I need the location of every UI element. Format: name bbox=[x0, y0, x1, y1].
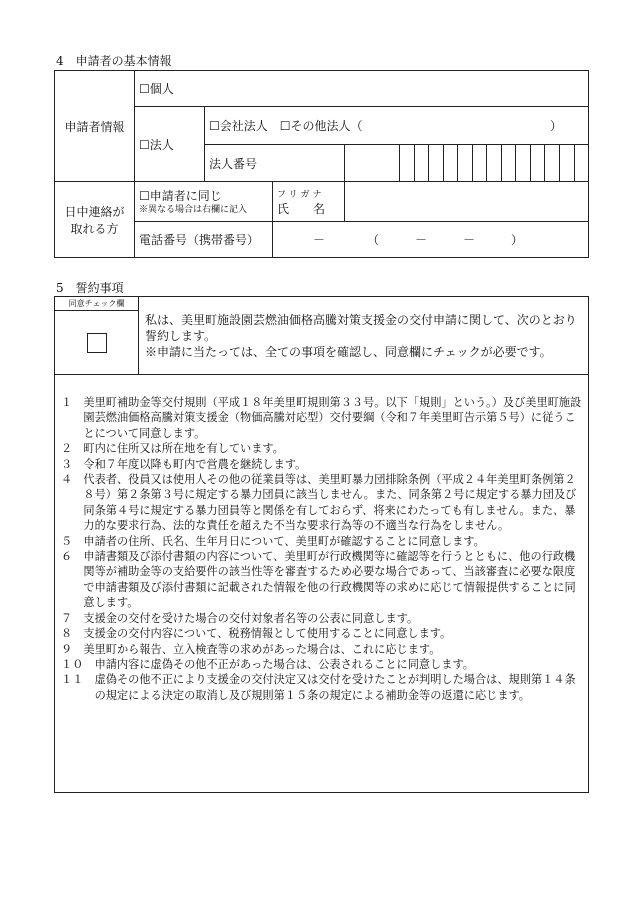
pledge-item bbox=[61, 472, 582, 534]
pledge-item-number: ３ bbox=[61, 457, 84, 471]
pledge-item bbox=[61, 672, 582, 703]
pledge-item-number: ２ bbox=[61, 442, 84, 456]
pledge-item-text: 美里町から報告、立入検査等の求めがあった場合は、これに応じます。 bbox=[83, 642, 441, 656]
pledge-item-number: ５ bbox=[61, 534, 84, 548]
pledge-item-text: 代表者、役員又は使用人その他の従業員等は、美里町暴力団排除条例（平成２４年美里町条例第２８号）第２条第３号に規定する暴力団員に該当しません。また、同条第２号に規定する暴力団及び同条第４号に規定する暴力団員等と関係を有しておらず、将来にわたっても有しません。また、暴力的な要求行為、法的な責任を超えた不当な要求行為等の不適当な行為をしません。 bbox=[83, 473, 577, 533]
same-as-applicant-cell[interactable] bbox=[135, 182, 273, 222]
pledge-items bbox=[55, 375, 589, 793]
consent-checkbox[interactable] bbox=[87, 333, 107, 353]
section5-title: 5 誓約事項 bbox=[56, 281, 124, 295]
pledge-item-number: １１ bbox=[61, 673, 95, 687]
pledge-item-number: １ bbox=[61, 396, 84, 409]
company-type-row[interactable] bbox=[205, 107, 589, 145]
name-label: 氏 名 bbox=[277, 201, 326, 216]
corp-number-field[interactable] bbox=[345, 145, 589, 182]
pledge-item-text: 美里町補助金等交付規則（平成１８年美里町規則第３３号。以下「規則」という。）及び美里町施設園芸燃油価格高騰対策支援金（物価高騰対応型）交付要綱（令和７年美里町告示第５号）に従うことについて同意します。 bbox=[83, 396, 582, 440]
pledge-intro bbox=[139, 297, 589, 375]
contact-label bbox=[55, 182, 135, 258]
applicant-label: 申請者情報 bbox=[55, 71, 135, 182]
company-type-close: ） bbox=[550, 119, 563, 133]
furigana-name-label bbox=[273, 182, 345, 222]
pledge-item-number: ６ bbox=[61, 550, 84, 564]
pledge-item-text: 申請内容に虚偽その他不正があった場合は、公表されることに同意します。 bbox=[94, 657, 474, 671]
pledge-item bbox=[61, 534, 582, 549]
same-note: ※異なる場合は右欄に記入 bbox=[139, 205, 248, 215]
pledge-item bbox=[61, 642, 582, 657]
pledge-item-number: ８ bbox=[61, 627, 84, 641]
contact-name-field[interactable] bbox=[345, 182, 589, 222]
pledge-item bbox=[61, 441, 582, 456]
pledge-item bbox=[61, 395, 582, 441]
pledge-intro-note: ※申請に当たっては、全ての事項を確認し、同意欄にチェックが必要です。 bbox=[145, 344, 552, 359]
company-type-options[interactable]: ☐会社法人 ☐その他法人（ bbox=[209, 119, 363, 133]
pledge-item bbox=[61, 657, 582, 672]
pledge-intro-text: 私は、美里町施設園芸燃油価格高騰対策支援金の交付申請に関して、次のとおり誓約します。 bbox=[145, 312, 577, 343]
pledge-item-text: 支援金の交付内容について、税務情報として使用することに同意します。 bbox=[83, 627, 452, 641]
contact-label-line1: 日中連絡が bbox=[64, 204, 125, 219]
contact-label-line2: 取れる方 bbox=[70, 221, 119, 236]
corp-number-label: 法人番号 bbox=[205, 145, 345, 182]
pledge-list bbox=[61, 395, 582, 703]
pledge-item-text: 申請書類及び添付書類の内容について、美里町が行政機関等に確認等を行うとともに、他の行政機関等が補助金等の支給要件の該当性等を審査するため必要な場合であって、当該審査に必要な限度で申請書類及び添付書類に記載された情報を他の行政機関等の求めに応じて情報提供することに同意します。 bbox=[83, 550, 576, 610]
furigana-label: フリガナ bbox=[277, 189, 325, 200]
pledge-table bbox=[54, 296, 589, 793]
same-as-applicant-checkbox[interactable]: ☐申請者に同じ bbox=[139, 189, 222, 203]
pledge-item-text: 虚偽その他不正により支援金の交付決定又は交付を受けたことが判明した場合は、規則第１４条の規定による決定の取消し及び規則第１５条の規定による補助金等の返還に応じます。 bbox=[94, 673, 576, 702]
phone-field[interactable]: － （ － － ） bbox=[273, 222, 589, 258]
pledge-item-text: 支援金の交付を受けた場合の交付対象者名等の公表に同意します。 bbox=[83, 611, 419, 625]
consent-check-cell[interactable] bbox=[55, 311, 139, 375]
pledge-item-number: １０ bbox=[61, 657, 95, 671]
section4-title: 4 申請者の基本情報 bbox=[56, 54, 172, 68]
pledge-item bbox=[61, 626, 582, 641]
applicant-info-table bbox=[54, 70, 589, 258]
corporation-checkbox[interactable]: ☐法人 bbox=[135, 107, 205, 182]
pledge-item-number: ９ bbox=[61, 642, 84, 656]
pledge-item-text: 町内に住所又は所在地を有しています。 bbox=[83, 442, 284, 456]
phone-label: 電話番号（携帯番号） bbox=[135, 222, 273, 258]
consent-check-label: 同意チェック欄 bbox=[55, 297, 139, 311]
pledge-item bbox=[61, 457, 582, 472]
pledge-item-text: 令和７年度以降も町内で営農を継続します。 bbox=[83, 457, 307, 471]
pledge-item-number: ４ bbox=[61, 473, 84, 487]
pledge-item bbox=[61, 549, 582, 611]
pledge-item-text: 申請者の住所、氏名、生年月日について、美里町が確認することに同意します。 bbox=[83, 534, 485, 548]
pledge-item-number: ７ bbox=[61, 611, 84, 625]
individual-checkbox[interactable]: ☐個人 bbox=[135, 71, 589, 107]
pledge-item bbox=[61, 611, 582, 626]
